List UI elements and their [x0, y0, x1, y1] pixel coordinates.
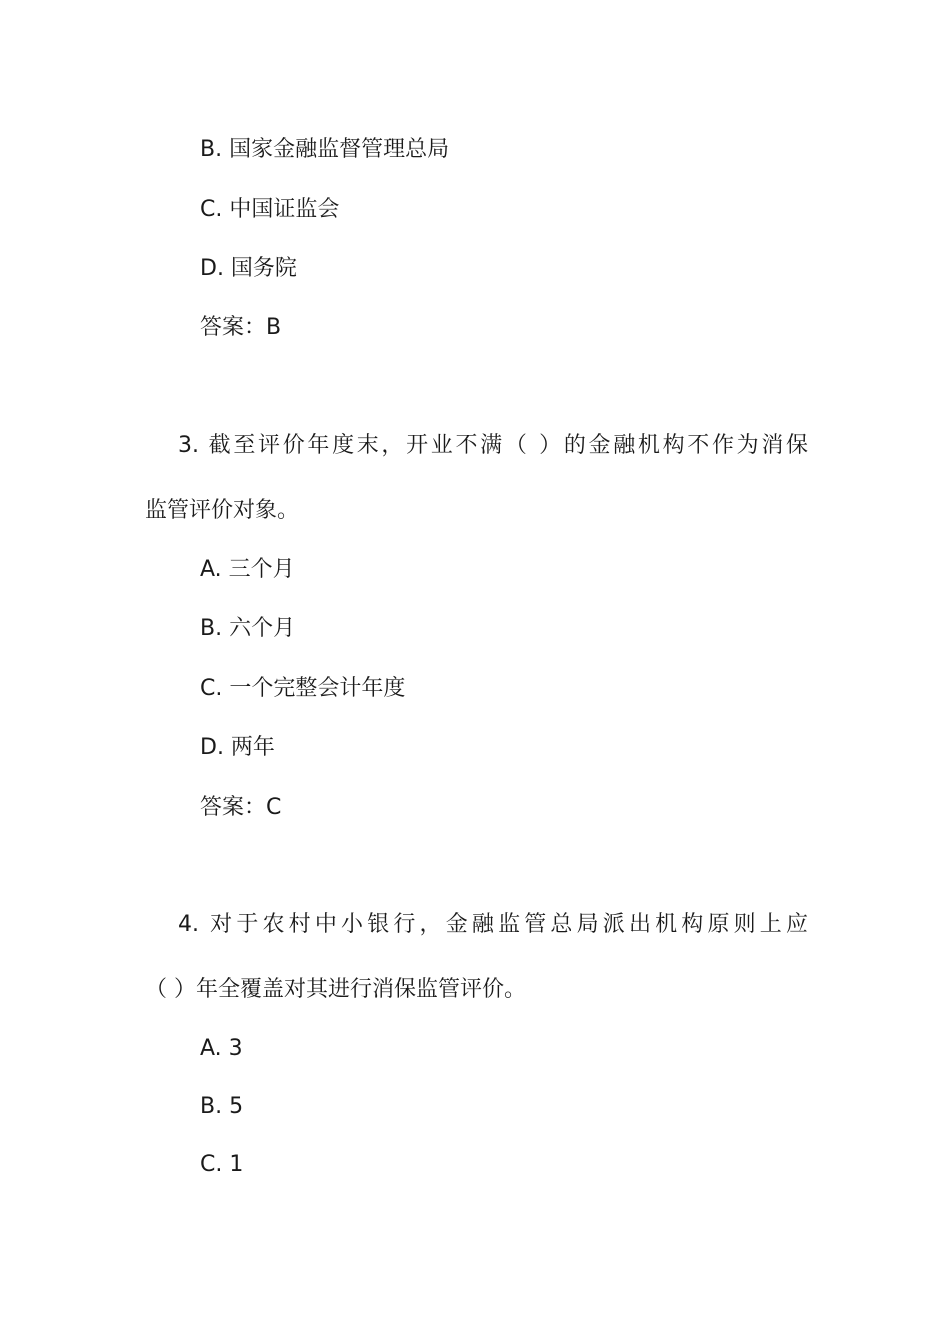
q4-stem-line2: （ ）年全覆盖对其进行消保监管评价。 [145, 977, 526, 1002]
q3-answer: 答案：C [200, 795, 282, 820]
q3-option-a: A. 三个月 [200, 557, 295, 582]
q2-option-b: B. 国家金融监督管理总局 [200, 137, 450, 162]
q4-stem-line1: 4. 对于农村中小银行，金融监管总局派出机构原则上应 [178, 912, 808, 937]
q3-option-d: D. 两年 [200, 735, 275, 760]
q4-option-c: C. 1 [200, 1152, 244, 1177]
q4-option-b: B. 5 [200, 1094, 244, 1119]
q3-stem-line2: 监管评价对象。 [145, 498, 300, 523]
q3-stem-line1: 3. 截至评价年度末，开业不满（ ）的金融机构不作为消保 [178, 433, 808, 458]
q2-option-c: C. 中国证监会 [200, 197, 340, 222]
q4-option-a: A. 3 [200, 1036, 243, 1061]
q3-option-c: C. 一个完整会计年度 [200, 676, 406, 701]
q3-option-b: B. 六个月 [200, 616, 296, 641]
q2-option-d: D. 国务院 [200, 256, 297, 281]
q2-answer: 答案：B [200, 315, 282, 340]
